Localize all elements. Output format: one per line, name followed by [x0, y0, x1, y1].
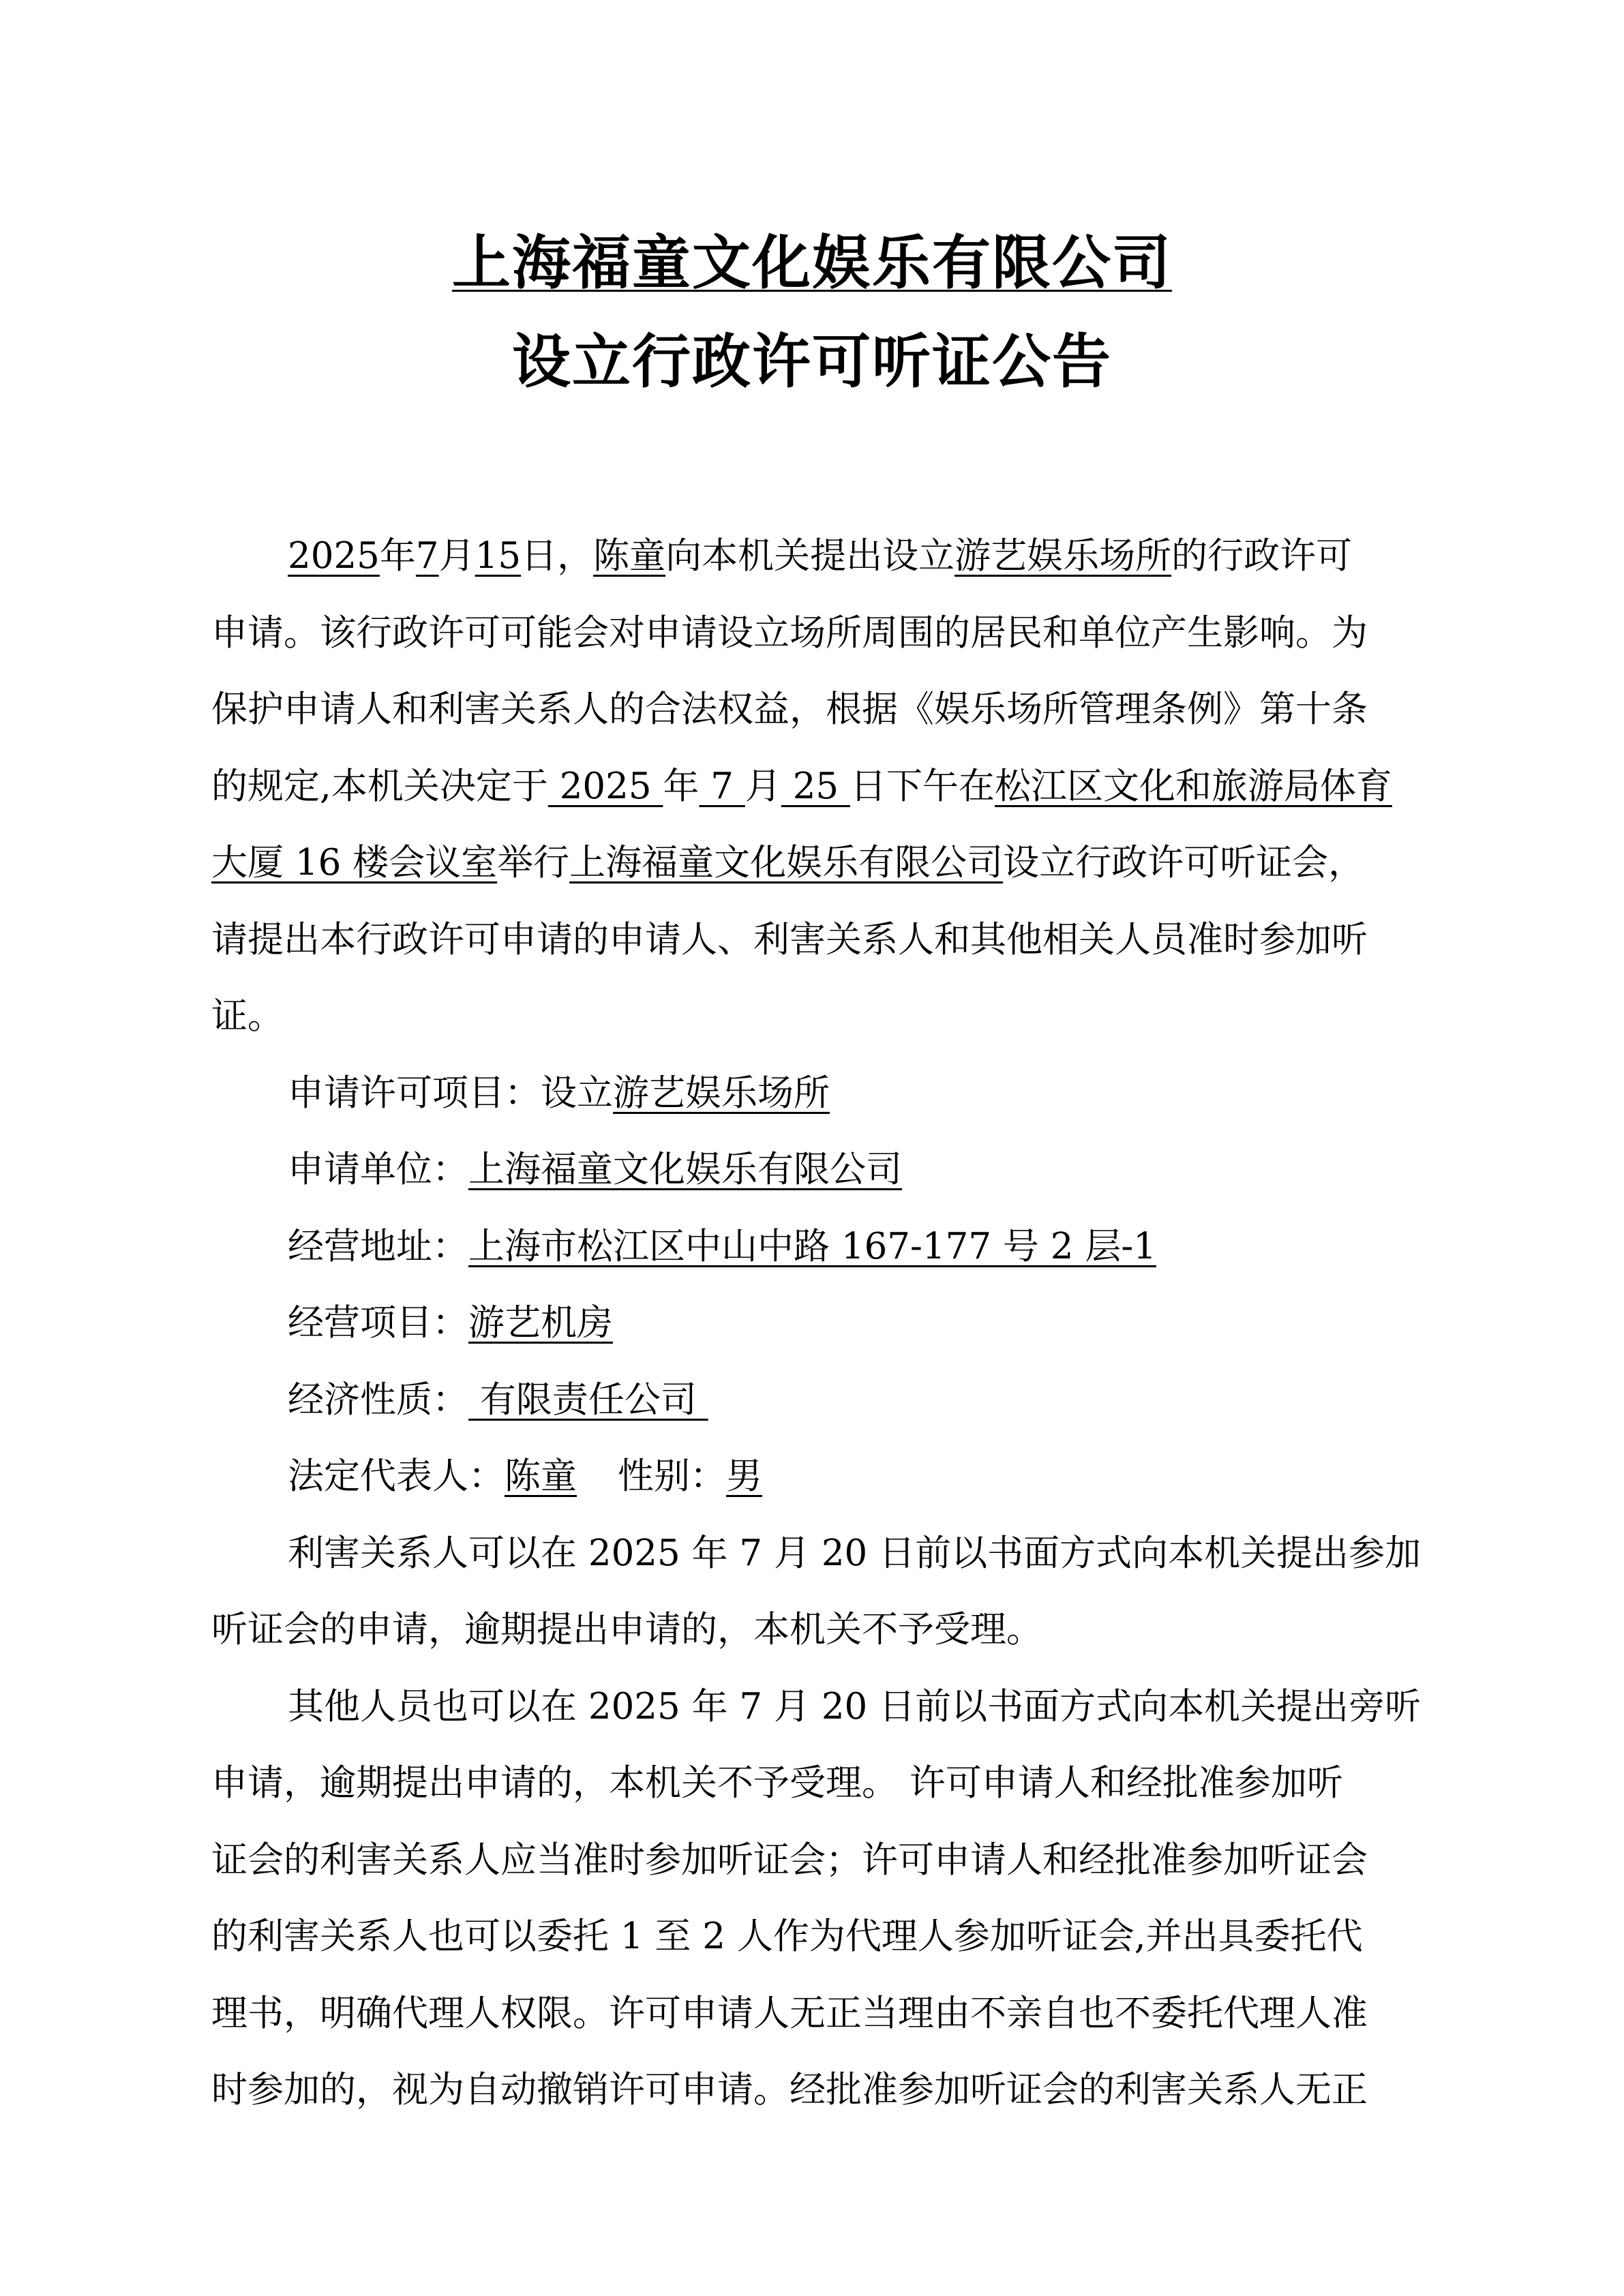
p1-line4: 的规定,本机关决定于 2025 年 7 月 25 日下午在松江区文化和旅游局体育 [211, 765, 1392, 807]
p1-line3: 保护申请人和利害关系人的合法权益，根据《娱乐场所管理条例》第十条 [211, 689, 1368, 730]
hearing-location-2: 大厦 16 楼会议室 [211, 842, 498, 883]
hearing-day: 25 [781, 765, 850, 807]
hearing-month: 7 [699, 765, 745, 807]
info-address-value: 上海市松江区中山中路 167-177 号 2 层-1 [468, 1225, 1156, 1267]
hearing-location-1: 松江区文化和旅游局体育 [995, 765, 1392, 807]
info-nature-value: 有限责任公司 [468, 1378, 708, 1421]
info-nature: 经济性质： 有限责任公司 [211, 1362, 1425, 1439]
info-item-value: 游艺娱乐场所 [613, 1072, 830, 1114]
info-gender-value: 男 [726, 1455, 762, 1497]
title-company: 上海福童文化娱乐有限公司 [452, 229, 1172, 297]
info-unit-value: 上海福童文化娱乐有限公司 [468, 1149, 902, 1190]
venue-type: 游艺娱乐场所 [954, 535, 1172, 577]
notice-body [211, 518, 1425, 2129]
applicant-name: 陈童 [593, 535, 666, 577]
info-address: 经营地址： 上海市松江区中山中路 167-177 号 2 层-1 [211, 1209, 1425, 1286]
p3-line4: 的利害关系人也可以委托 1 至 2 人作为代理人参加听证会,并出具委托代 [211, 1916, 1363, 1957]
info-business-value: 游艺机房 [468, 1302, 613, 1344]
hearing-year: 2025 [547, 765, 663, 807]
title-notice: 设立行政许可听证公告 [512, 328, 1112, 396]
p1-line1: 2025年7月15日，陈童向本机关提出设立游艺娱乐场所的行政许可 [288, 535, 1353, 577]
p1-line6: 请提出本行政许可申请的申请人、利害关系人和其他相关人员准时参加听 [211, 918, 1368, 961]
p3-line1: 其他人员也可以在 2025 年 7 月 20 日前以书面方式向本机关提出旁听 [288, 1685, 1422, 1727]
apply-year: 2025 [288, 535, 380, 577]
p3-line5: 理书，明确代理人权限。许可申请人无正当理由不亲自也不委托代理人准 [211, 1992, 1368, 2034]
p1-line7: 证。 [211, 995, 284, 1037]
p3-line3: 证会的利害关系人应当准时参加听证会；许可申请人和经批准参加听证会 [211, 1839, 1368, 1881]
info-item: 申请许可项目：设立 游艺娱乐场所 [211, 1055, 1425, 1132]
p2-line1: 利害关系人可以在 2025 年 7 月 20 日前以书面方式向本机关提出参加 [288, 1532, 1422, 1574]
p1-line5: 大厦 16 楼会议室举行上海福童文化娱乐有限公司设立行政许可听证会， [211, 842, 1365, 883]
info-unit: 申请单位： 上海福童文化娱乐有限公司 [211, 1132, 1425, 1209]
info-representative: 法定代表人： 陈童 性别： 男 [211, 1438, 1425, 1515]
apply-month: 7 [415, 535, 439, 577]
p3-line2: 申请，逾期提出申请的，本机关不予受理。 许可申请人和经批准参加听 [211, 1762, 1343, 1804]
info-rep-value: 陈童 [505, 1455, 577, 1497]
p3-line6: 时参加的，视为自动撤销许可申请。经批准参加听证会的利害关系人无正 [211, 2069, 1368, 2111]
company-name: 上海福童文化娱乐有限公司 [569, 842, 1004, 883]
p1-line2: 申请。该行政许可可能会对申请设立场所周围的居民和单位产生影响。为 [211, 611, 1368, 654]
info-business: 经营项目： 游艺机房 [211, 1285, 1425, 1362]
apply-day: 15 [475, 535, 522, 577]
p2-line2: 听证会的申请，逾期提出申请的，本机关不予受理。 [211, 1609, 1042, 1650]
